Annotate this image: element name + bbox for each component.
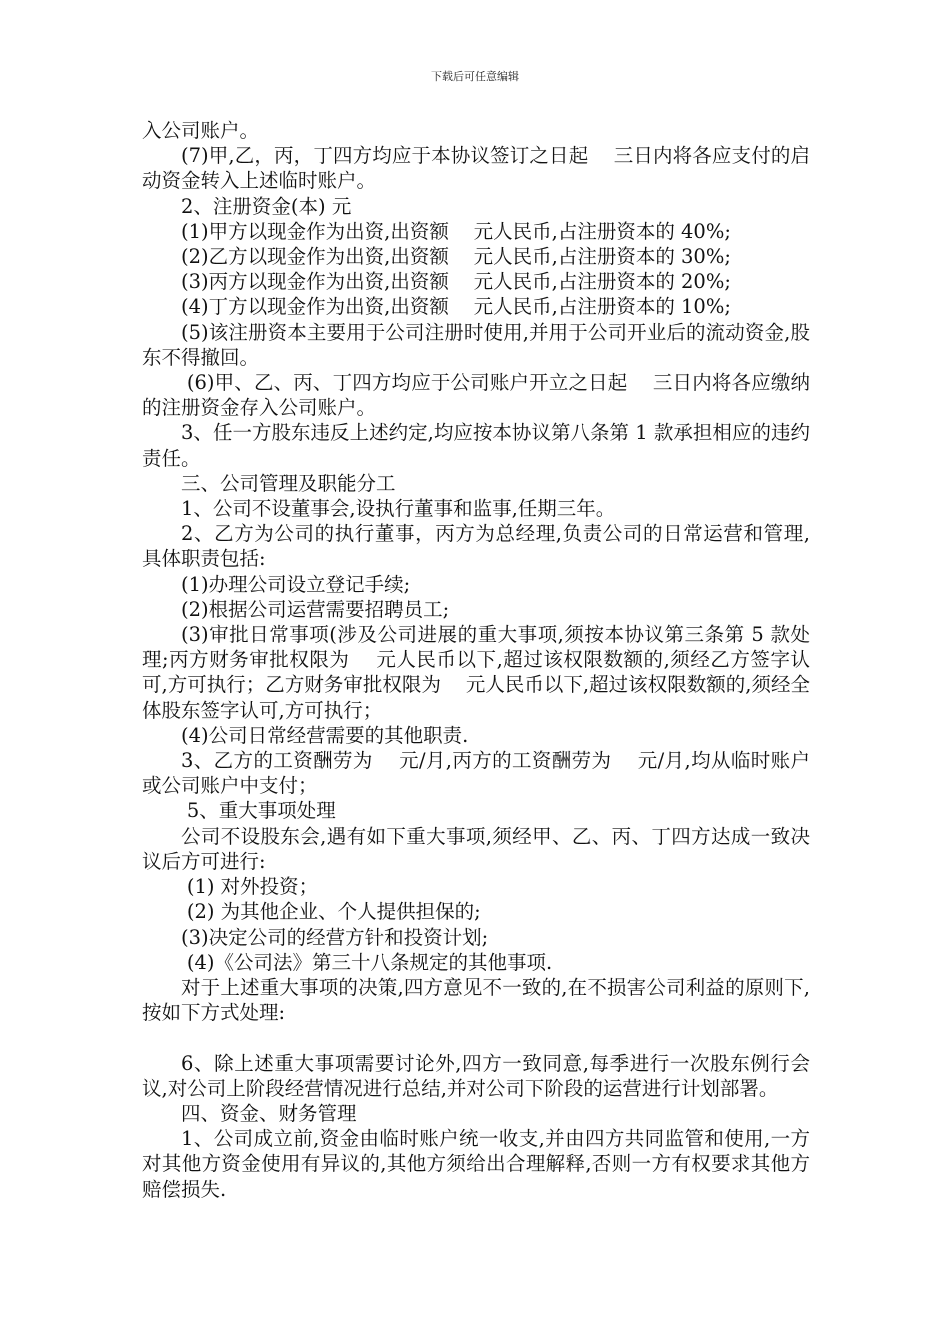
list-item: (1)甲方以现金作为出资,出资额 元人民币,占注册资本的 40%;: [181, 219, 731, 243]
section-heading: 5、重大事项处理: [186, 799, 336, 823]
page-header: 下载后可任意编辑: [431, 70, 519, 83]
list-item: (4)丁方以现金作为出资,出资额 元人民币,占注册资本的 10%;: [181, 295, 731, 319]
blank-line: [142, 1025, 810, 1050]
section-heading: 三、公司管理及职能分工: [181, 471, 396, 495]
paragraph: 1、公司成立前,资金由临时账户统一收支,并由四方共同监管和使用,一方对其他方资金使用有异议的,其他方须给出合理解释,否则一方有权要求其他方赔偿损失.: [142, 1127, 810, 1201]
list-item: (3)丙方以现金作为出资,出资额 元人民币,占注册资本的 20%;: [181, 270, 731, 294]
list-item: (2)乙方以现金作为出资,出资额 元人民币,占注册资本的 30%;: [181, 245, 731, 269]
paragraph: 6、除上述重大事项需要讨论外,四方一致同意,每季进行一次股东例行会议,对公司上阶段经营情况进行总结,并对公司下阶段的运营进行计划部署。: [142, 1051, 810, 1100]
document-body: [142, 118, 810, 1202]
paragraph: 对于上述重大事项的决策,四方意见不一致的,在不损害公司利益的原则下,按如下方式处理:: [142, 975, 810, 1025]
list-item: (3)审批日常事项(涉及公司进展的重大事项,须按本协议第三条第 5 款处理;丙方财务审批权限为 元人民币以下,超过该权限数额的,须经乙方签字认可,方可执行；乙方财务审批权限为 元人民币以下,超过该权限数额的,须经全体股东签字认可,方可执行；: [142, 623, 810, 722]
list-item: (2) 为其他企业、个人提供担保的;: [186, 900, 481, 924]
paragraph: 1、公司不设董事会,设执行董事和监事,任期三年。: [181, 497, 616, 521]
list-item: (5)该注册资本主要用于公司注册时使用,并用于公司开业后的流动资金,股东不得撤回。: [142, 320, 810, 369]
section-heading: 2、注册资金(本) 元: [181, 194, 352, 218]
list-item: (3)决定公司的经营方针和投资计划;: [181, 925, 489, 949]
list-item: (6)甲、乙、丙、丁四方均应于公司账户开立之日起 三日内将各应缴纳的注册资金存入公司账户。: [142, 371, 810, 420]
list-item: (4)《公司法》第三十八条规定的其他事项.: [186, 950, 553, 974]
paragraph: 入公司账户。: [142, 119, 260, 142]
paragraph: 2、乙方为公司的执行董事，丙方为总经理,负责公司的日常运营和管理,具体职责包括:: [142, 522, 810, 571]
paragraph: (7)甲,乙，丙，丁四方均应于本协议签订之日起 三日内将各应支付的启动资金转入上述临时账户。: [142, 144, 810, 193]
paragraph: 3、乙方的工资酬劳为 元/月,丙方的工资酬劳为 元/月,均从临时账户或公司账户中支付；: [142, 749, 810, 798]
section-heading: 四、资金、财务管理: [181, 1101, 357, 1125]
paragraph: 公司不设股东会,遇有如下重大事项,须经甲、乙、丙、丁四方达成一致决议后方可进行:: [142, 824, 810, 873]
list-item: (1) 对外投资；: [186, 875, 319, 899]
list-item: (1)办理公司设立登记手续;: [181, 572, 411, 596]
list-item: (2)根据公司运营需要招聘员工;: [181, 597, 450, 621]
list-item: (4)公司日常经营需要的其他职责.: [181, 723, 469, 747]
paragraph: 3、任一方股东违反上述约定,均应按本协议第八条第 1 款承担相应的违约责任。: [142, 421, 810, 470]
